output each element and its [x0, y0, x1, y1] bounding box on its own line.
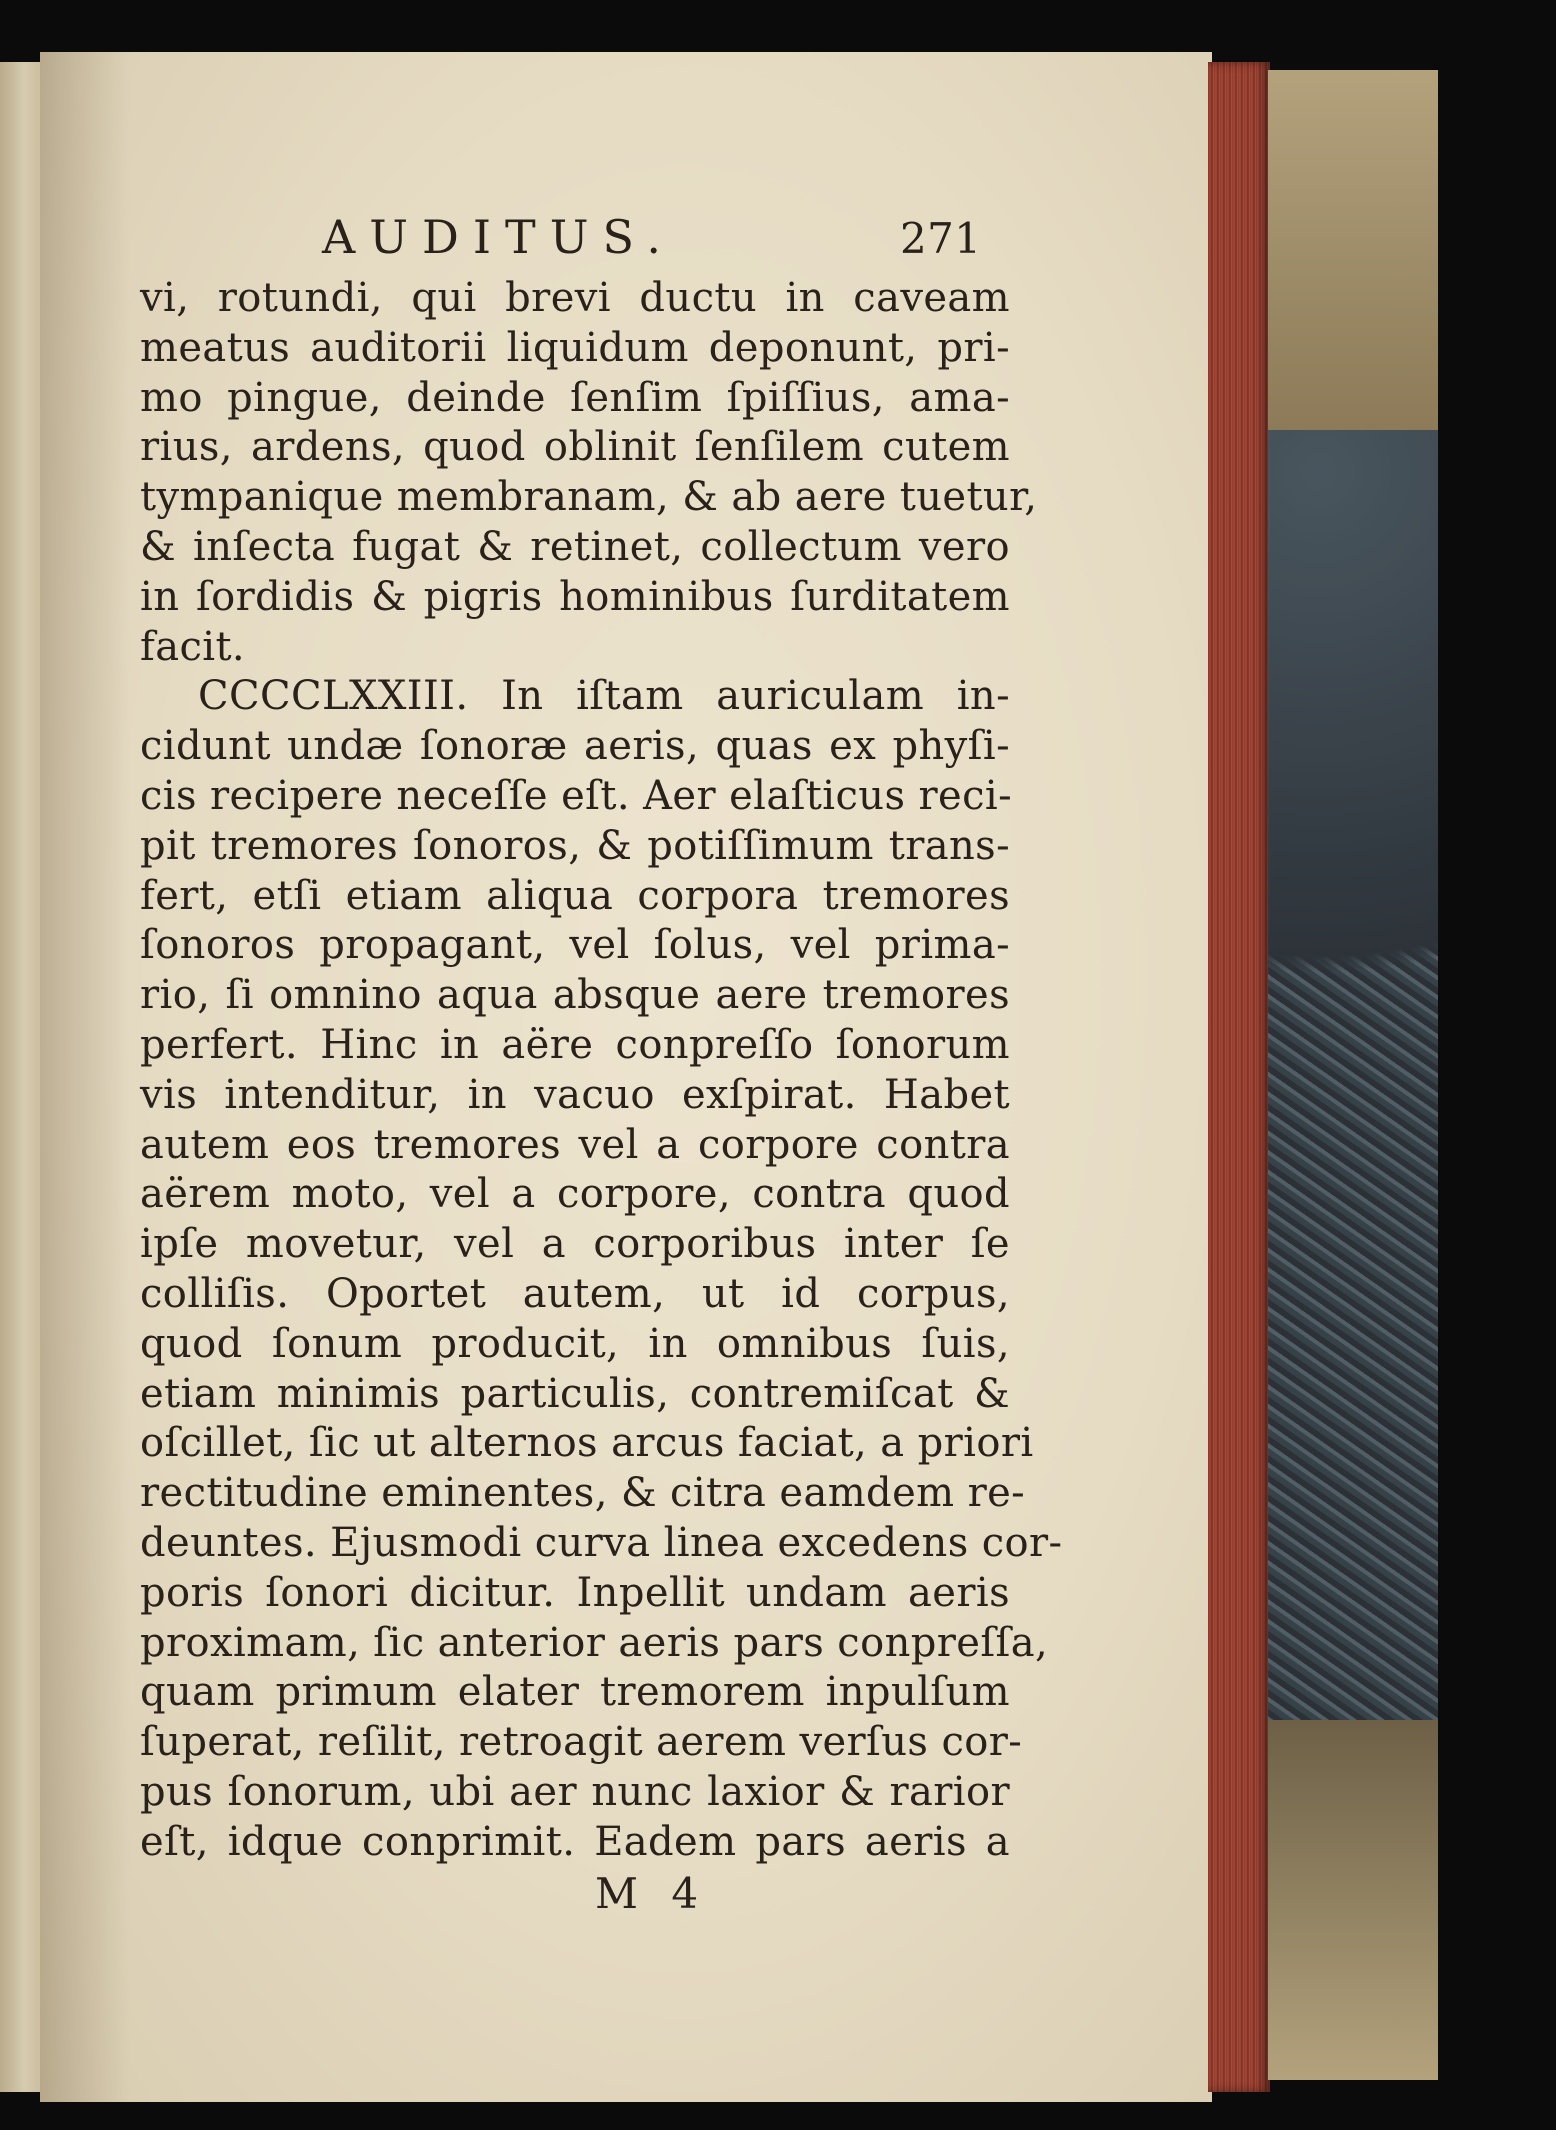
text-line: quam primum elater tremorem inpulſum	[140, 1669, 1010, 1716]
text-line: poris ſonori dicitur. Inpellit undam aeris	[140, 1569, 1010, 1616]
text-line: autem eos tremores vel a corpore contra	[140, 1121, 1010, 1168]
text-line: vis intenditur, in vacuo exſpirat. Habet	[140, 1071, 1010, 1118]
text-line: deuntes. Ejusmodi curva linea excedens cor-	[140, 1519, 1063, 1566]
text-line: meatus auditorii liquidum deponunt, pri-	[140, 324, 1010, 371]
text-line: tympanique membranam, & ab aere tuetur,	[140, 474, 1038, 521]
text-line: ſonoros propagant, vel ſolus, vel prima-	[140, 922, 1010, 969]
text-line: pus ſonorum, ubi aer nunc laxior & rarior	[140, 1768, 1010, 1815]
text-line: mo pingue, deinde ſenſim ſpiſſius, ama-	[140, 374, 1010, 421]
cover-leather-bottom	[1268, 1720, 1438, 2080]
text-line: rectitudine eminentes, & citra eamdem re-	[140, 1470, 1026, 1517]
text-line: eſt, idque conprimit. Eadem pars aeris a	[140, 1818, 1010, 1865]
text-line: perfert. Hinc in aëre conpreſſo ſonorum	[140, 1021, 1010, 1068]
page-header	[140, 200, 1010, 274]
text-line: rius, ardens, quod oblinit ſenſilem cutem	[140, 424, 1010, 471]
paragraph-start: CCCCLXXIII. In iſtam auriculam in-	[198, 673, 1010, 720]
running-head: AUDITUS.	[322, 210, 675, 264]
text-line: colliſis. Oportet autem, ut id corpus,	[140, 1270, 1010, 1317]
text-line: oſcillet, ſic ut alternos arcus faciat, a priori	[140, 1420, 1034, 1467]
text-line: pit tremores ſonoros, & potiſſimum trans-	[140, 822, 1010, 869]
text-line: rio, ſi omnino aqua absque aere tremores	[140, 972, 1010, 1019]
text-line: fert, etſi etiam aliqua corpora tremores	[140, 872, 1010, 919]
cover-leather-top	[1268, 70, 1438, 430]
signature-mark: M 4	[595, 1868, 709, 1918]
text-line: aërem moto, vel a corpore, contra quod	[140, 1171, 1010, 1218]
text-line: etiam minimis particulis, contremiſcat &	[140, 1370, 1010, 1417]
text-line: proximam, ſic anterior aeris pars conpreſſa,	[140, 1619, 1049, 1666]
page-block-edge	[1208, 62, 1270, 2092]
text-line: cidunt undæ ſonoræ aeris, quas ex phyſi-	[140, 723, 1010, 770]
facing-page-edge	[0, 62, 40, 2092]
text-line: facit.	[140, 623, 246, 670]
text-line: vi, rotundi, qui brevi ductu in caveam	[140, 275, 1010, 321]
text-line: quod ſonum producit, in omnibus ſuis,	[140, 1320, 1010, 1367]
text-line: cis recipere neceſſe eſt. Aer elaſticus reci-	[140, 772, 1012, 819]
page-text	[140, 200, 1063, 1920]
text-line: ipſe movetur, vel a corporibus inter ſe	[140, 1221, 1010, 1268]
text-line: & inſecta fugat & retinet, collectum vero	[140, 523, 1010, 570]
text-line: in ſordidis & pigris hominibus ſurditatem	[140, 573, 1010, 620]
page-number: 271	[900, 214, 982, 263]
text-line: ſuperat, reſilit, retroagit aerem verſus cor-	[140, 1719, 1023, 1766]
gutter-shadow	[40, 52, 130, 2102]
